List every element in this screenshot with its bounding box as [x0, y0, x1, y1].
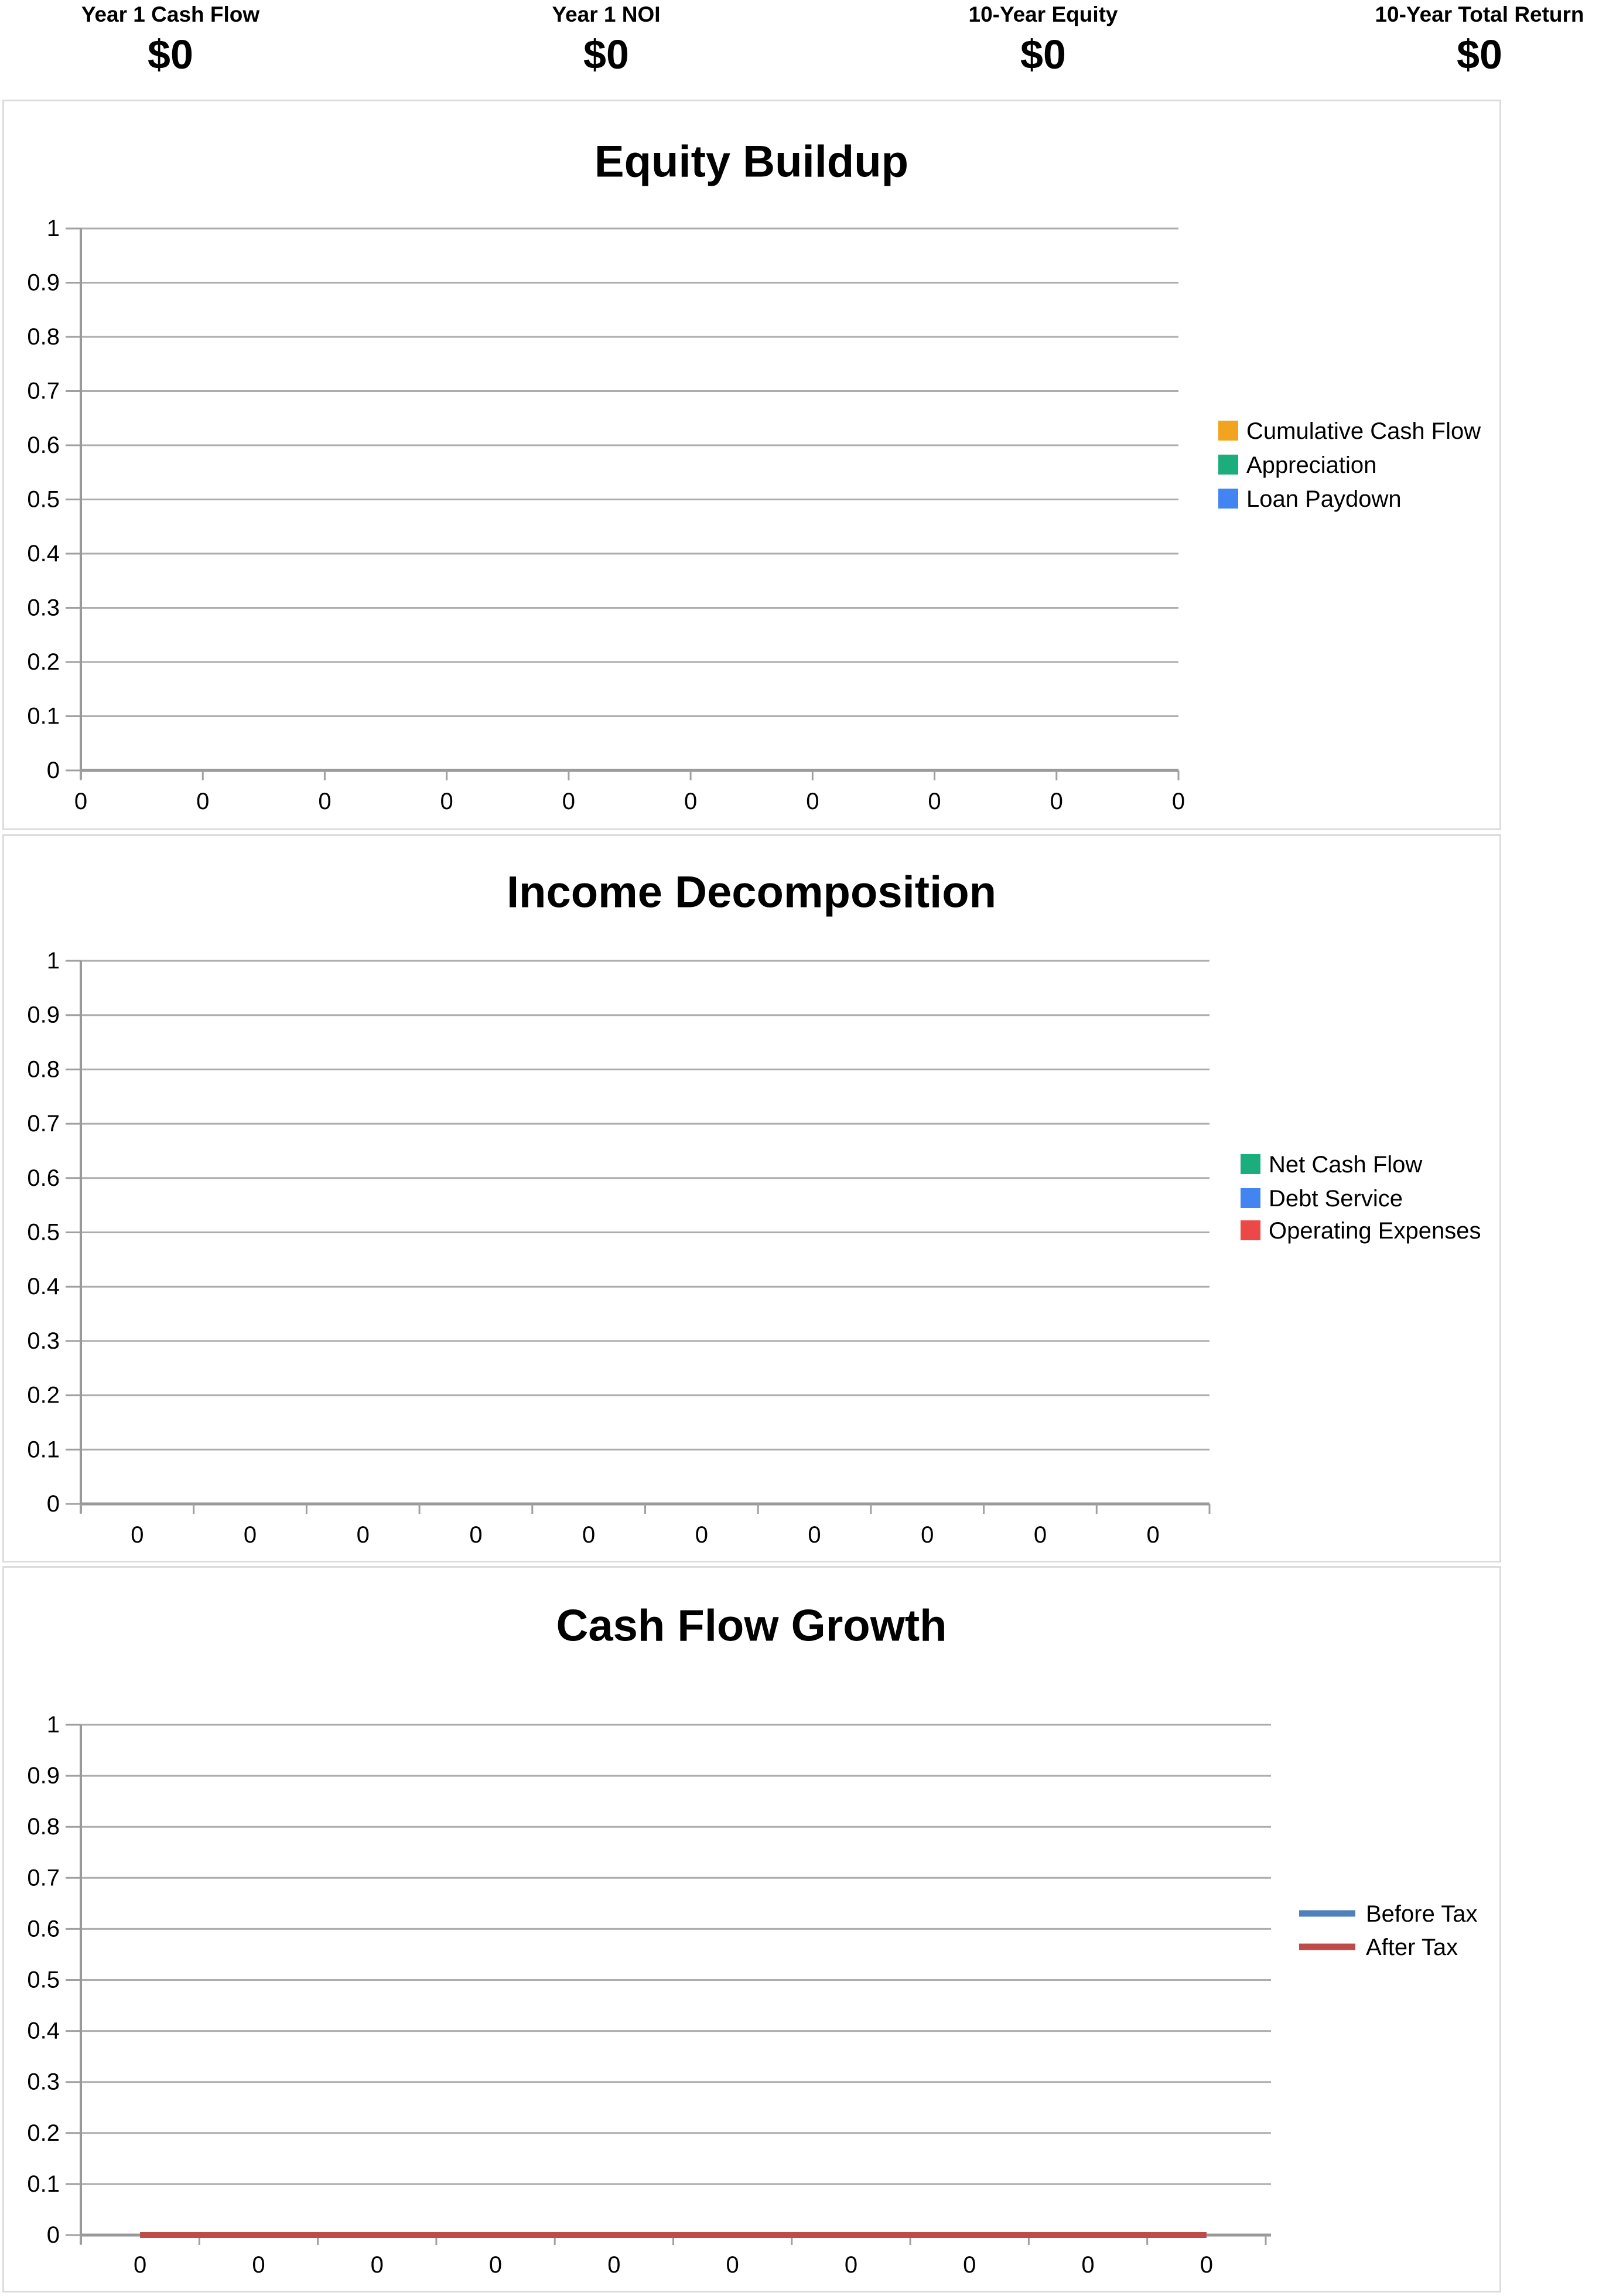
- stats-row: [0, 0, 1599, 100]
- x-axis-label: 0: [356, 1522, 370, 1548]
- legend-swatch: [1218, 489, 1238, 509]
- x-axis-label: 0: [1146, 1522, 1160, 1548]
- stat-label: 10-Year Equity: [968, 2, 1118, 26]
- chart-title: Cash Flow Growth: [556, 1601, 947, 1651]
- legend-item: [1241, 1218, 1481, 1244]
- stat-label: Year 1 NOI: [552, 2, 661, 26]
- y-axis-label: 0.6: [27, 1165, 60, 1191]
- legend-label: Net Cash Flow: [1269, 1152, 1423, 1178]
- y-axis-label: 0.5: [27, 1219, 60, 1246]
- x-axis-label: 0: [695, 1522, 708, 1548]
- legend-label: Loan Paydown: [1246, 486, 1402, 512]
- y-axis-label: 0.1: [27, 703, 60, 729]
- x-axis-label: 0: [844, 2252, 858, 2278]
- x-axis-label: 0: [196, 789, 210, 814]
- x-axis-label: 0: [74, 789, 88, 814]
- stat-10yr-total-return: [1375, 0, 1584, 75]
- x-axis-label: 0: [370, 2252, 384, 2278]
- x-axis-label: 0: [928, 789, 941, 814]
- legend-label: Appreciation: [1246, 452, 1377, 478]
- x-axis-label: 0: [684, 789, 698, 814]
- y-axis-label: 0.4: [27, 1274, 60, 1300]
- x-axis-label: 0: [131, 1522, 144, 1548]
- equity-buildup-chart[interactable]: [4, 101, 1499, 828]
- y-axis-label: 0.7: [27, 378, 60, 404]
- x-axis-label: 0: [607, 2252, 621, 2278]
- y-axis-label: 0.9: [27, 1763, 60, 1789]
- stat-value: $0: [1020, 32, 1066, 77]
- x-axis-label: 0: [963, 2252, 976, 2278]
- legend-swatch: [1218, 455, 1238, 475]
- legend-label: Operating Expenses: [1269, 1218, 1481, 1244]
- y-axis-label: 0.1: [27, 1437, 60, 1463]
- stat-label: Year 1 Cash Flow: [81, 2, 260, 26]
- x-axis-label: 0: [1171, 789, 1185, 814]
- legend-item: [1299, 1935, 1458, 1960]
- y-axis-label: 0.6: [27, 1916, 60, 1942]
- y-axis-label: 0.7: [27, 1111, 60, 1137]
- legend-swatch: [1241, 1154, 1260, 1174]
- y-axis-label: 0.2: [27, 649, 60, 675]
- legend-swatch: [1218, 421, 1238, 441]
- legend-label: Before Tax: [1366, 1901, 1478, 1927]
- x-axis-label: 0: [252, 2252, 265, 2278]
- y-axis-label: 0.4: [27, 541, 60, 567]
- y-axis-label: 1: [46, 948, 60, 974]
- y-axis-label: 0: [46, 2222, 60, 2248]
- y-axis-label: 0: [46, 758, 60, 783]
- legend-item: [1241, 1152, 1422, 1178]
- y-axis-label: 0.3: [27, 2069, 60, 2095]
- y-axis-label: 0.5: [27, 486, 60, 513]
- y-axis-label: 0.2: [27, 2120, 60, 2146]
- y-axis-label: 0.6: [27, 432, 60, 458]
- x-axis-label: 0: [1200, 2252, 1213, 2278]
- stat-value: $0: [1457, 32, 1502, 77]
- y-axis-label: 0.2: [27, 1382, 60, 1408]
- stat-label: 10-Year Total Return: [1375, 2, 1584, 26]
- y-axis-label: 0.1: [27, 2171, 60, 2197]
- x-axis-label: 0: [808, 1522, 821, 1548]
- y-axis-label: 0.3: [27, 1328, 60, 1354]
- x-axis-label: 0: [469, 1522, 483, 1548]
- x-axis-label: 0: [440, 789, 453, 814]
- y-axis-label: 0.9: [27, 269, 60, 296]
- x-axis-label: 0: [1050, 789, 1063, 814]
- y-axis-label: 0.7: [27, 1865, 60, 1891]
- legend-item: [1218, 486, 1402, 512]
- income-decomposition-card: [2, 834, 1501, 1562]
- stat-year1-cash-flow: [81, 0, 259, 75]
- x-axis-label: 0: [562, 789, 576, 814]
- x-axis-label: 0: [243, 1522, 257, 1548]
- legend-item: [1218, 452, 1376, 478]
- stat-10yr-equity: [968, 0, 1118, 75]
- x-axis-label: 0: [921, 1522, 934, 1548]
- legend-label: After Tax: [1366, 1935, 1458, 1960]
- legend-label: Debt Service: [1269, 1186, 1403, 1212]
- x-axis-label: 0: [726, 2252, 739, 2278]
- y-axis-label: 1: [46, 216, 60, 241]
- y-axis-label: 0.5: [27, 1967, 60, 1993]
- x-axis-label: 0: [1081, 2252, 1095, 2278]
- cash-flow-growth-chart[interactable]: [4, 1568, 1499, 2291]
- legend-swatch: [1241, 1220, 1260, 1240]
- x-axis-label: 0: [488, 2252, 503, 2278]
- y-axis-label: 0: [46, 1491, 60, 1517]
- cash-flow-growth-card: [2, 1566, 1501, 2292]
- y-axis-label: 0.8: [27, 1814, 60, 1840]
- legend-item: [1241, 1186, 1403, 1212]
- stat-year1-noi: [552, 0, 660, 75]
- x-axis-label: 0: [1033, 1522, 1047, 1548]
- legend-swatch: [1241, 1188, 1260, 1208]
- y-axis-label: 0.8: [27, 324, 60, 350]
- chart-title: Income Decomposition: [506, 867, 997, 917]
- y-axis-label: 0.9: [27, 1002, 60, 1028]
- y-axis-label: 0.4: [27, 2018, 60, 2044]
- x-axis-label: 0: [318, 789, 332, 814]
- stat-value: $0: [148, 32, 193, 77]
- equity-buildup-card: [2, 100, 1501, 830]
- y-axis-label: 0.8: [27, 1056, 60, 1083]
- x-axis-label: 0: [582, 1522, 596, 1548]
- legend-item: [1299, 1901, 1478, 1927]
- stat-value: $0: [583, 32, 629, 77]
- y-axis-label: 1: [46, 1712, 60, 1738]
- x-axis-label: 0: [806, 789, 819, 814]
- legend-item: [1218, 418, 1481, 444]
- x-axis-label: 0: [134, 2252, 147, 2278]
- legend-label: Cumulative Cash Flow: [1246, 418, 1481, 444]
- income-decomposition-chart[interactable]: [4, 836, 1499, 1561]
- y-axis-label: 0.3: [27, 595, 60, 621]
- chart-title: Equity Buildup: [594, 137, 909, 187]
